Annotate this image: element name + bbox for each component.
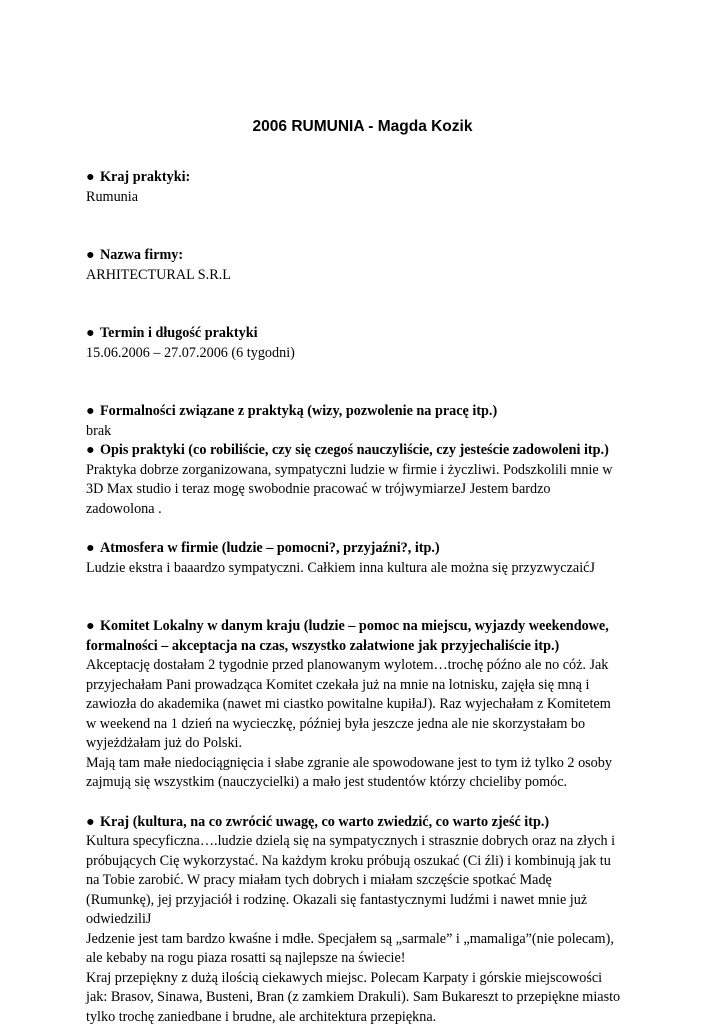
heading-text: Kraj (kultura, na co zwrócić uwagę, co warto zwiedzić, co warto zjeść itp.) <box>100 814 549 830</box>
body-line: brak <box>86 422 646 442</box>
section-heading <box>86 539 646 559</box>
body-line: jak: Brasov, Sinawa, Busteni, Bran (z zamkiem Drakuli). Sam Bukareszt to przepiękne miasto <box>86 988 646 1008</box>
heading-text: Nazwa firmy: <box>100 247 183 263</box>
section-heading <box>86 813 646 833</box>
body-line: ale kebaby na rogu piaza rosatti są najlepsze na świecie! <box>86 949 646 969</box>
body-line: ARHITECTURAL S.R.L <box>86 266 646 286</box>
body-line: 15.06.2006 – 27.07.2006 (6 tygodni) <box>86 344 646 364</box>
body-line: Rumunia <box>86 188 646 208</box>
body-line: w weekend na 1 dzień na wycieczkę, później była jeszcze jedna ale nie skorzystałam bo <box>86 715 646 735</box>
section-heading <box>86 324 646 344</box>
heading-text: Komitet Lokalny w danym kraju (ludzie – pomoc na miejscu, wyjazdy weekendowe, <box>100 618 609 634</box>
body-line: próbujących Cię wykorzystać. Na każdym kroku próbują oszukać (Ci źli) i kombinują jak tu <box>86 852 646 872</box>
section-heading <box>86 617 646 637</box>
body-line: na Tobie zarobić. W pracy miałam tych dobrych i miałam szczęście spotkać Madę <box>86 871 646 891</box>
heading-text: Termin i długość praktyki <box>100 325 258 341</box>
bullet-icon: ● <box>86 539 100 559</box>
body-line: Jedzenie jest tam bardzo kwaśne i mdłe. Specjałem są „sarmale” i „mamaliga”(nie polecam), <box>86 930 646 950</box>
bullet-icon: ● <box>86 813 100 833</box>
body-line: Kraj przepiękny z dużą ilością ciekawych miejsc. Polecam Karpaty i górskie miejscowości <box>86 969 646 989</box>
section-opis-praktyki <box>86 441 646 519</box>
section-heading <box>86 402 646 422</box>
bullet-icon: ● <box>86 441 100 461</box>
heading-text: Opis praktyki (co robiliście, czy się czegoś nauczyliście, czy jesteście zadowoleni itp.) <box>100 442 609 458</box>
document-content <box>86 168 646 1027</box>
bullet-icon: ● <box>86 617 100 637</box>
section-kraj-kultura <box>86 813 646 1027</box>
section-termin <box>86 324 646 363</box>
section-nazwa-firmy <box>86 246 646 285</box>
body-line: wyjeżdżałam już do Polski. <box>86 734 646 754</box>
body-line: 3D Max studio i teraz mogę swobodnie pracować w trójwymiarzeJ Jestem bardzo <box>86 480 646 500</box>
body-line: zawiozła do akademika (nawet mi ciastko powitalne kupiłaJ). Raz wyjechałam z Komitetem <box>86 695 646 715</box>
body-line: przyjechałam Pani prowadząca Komitet czekała już na mnie na lotnisku, zajęła się mną i <box>86 676 646 696</box>
body-line: tylko trochę zaniedbane i brudne, ale architektura przepiękna. <box>86 1008 646 1027</box>
body-line: Ludzie ekstra i baaardzo sympatyczni. Całkiem inna kultura ale można się przyzwyczaićJ <box>86 559 646 579</box>
bullet-icon: ● <box>86 246 100 266</box>
section-heading-continued: formalności – akceptacja na czas, wszystko załatwione jak przyjechaliście itp.) <box>86 637 646 657</box>
document-title: 2006 RUMUNIA - Magda Kozik <box>0 118 725 136</box>
body-line: Akceptację dostałam 2 tygodnie przed planowanym wylotem…trochę późno ale no cóż. Jak <box>86 656 646 676</box>
body-line: Kultura specyficzna….ludzie dzielą się na sympatycznych i strasznie dobrych oraz na złych i <box>86 832 646 852</box>
bullet-icon: ● <box>86 168 100 188</box>
heading-text: Formalności związane z praktyką (wizy, pozwolenie na pracę itp.) <box>100 403 497 419</box>
body-line: odwiedziliJ <box>86 910 646 930</box>
bullet-icon: ● <box>86 324 100 344</box>
bullet-icon: ● <box>86 402 100 422</box>
section-atmosfera <box>86 539 646 578</box>
body-line: zadowolona . <box>86 500 646 520</box>
section-heading <box>86 168 646 188</box>
body-line: Mają tam małe niedociągnięcia i słabe zgranie ale spowodowane jest to tym iż tylko 2 osoby <box>86 754 646 774</box>
section-heading <box>86 441 646 461</box>
heading-text: Atmosfera w firmie (ludzie – pomocni?, przyjaźni?, itp.) <box>100 540 440 556</box>
body-line: Praktyka dobrze zorganizowana, sympatyczni ludzie w firmie i życzliwi. Podszkolili mnie w <box>86 461 646 481</box>
section-heading <box>86 246 646 266</box>
body-line: zajmują się wszystkim (nauczycielki) a mało jest studentów którzy chcieliby pomóc. <box>86 773 646 793</box>
heading-text: Kraj praktyki: <box>100 169 190 185</box>
section-kraj-praktyki <box>86 168 646 207</box>
section-komitet-lokalny <box>86 617 646 793</box>
section-formalnosci <box>86 402 646 441</box>
body-line: (Rumunkę), jej przyjaciół i rodzinę. Okazali się fantastycznymi ludźmi i nawet mnie już <box>86 891 646 911</box>
